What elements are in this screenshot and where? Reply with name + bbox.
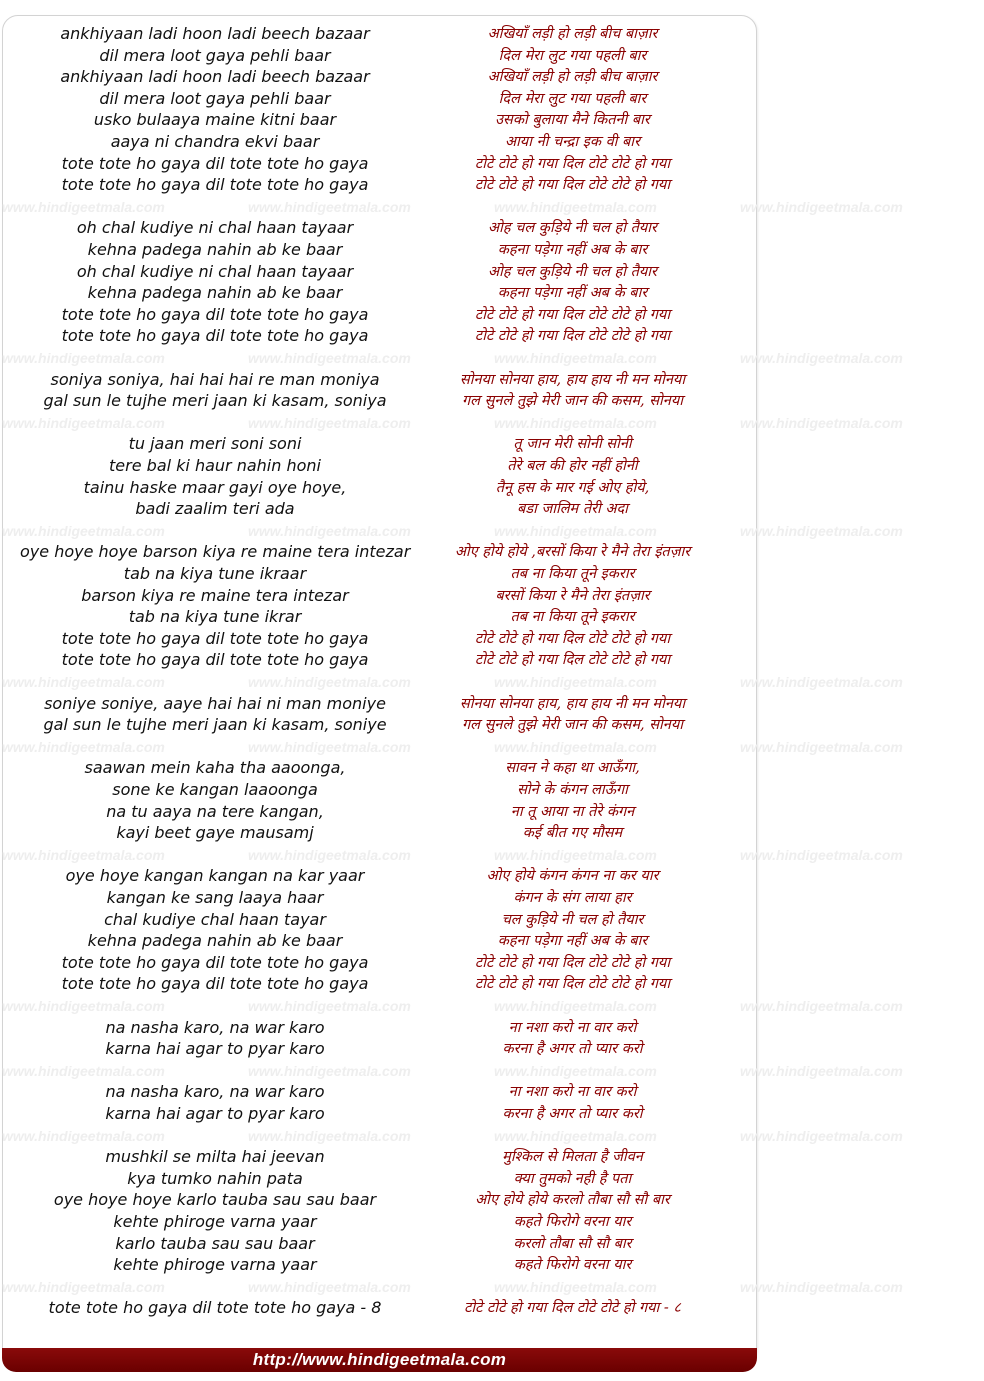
lyric-line-english: tab na kiya tune ikrar	[128, 607, 302, 627]
watermark-text: www.hindigeetmala.com	[740, 674, 903, 690]
lyric-line-hindi: टोटे टोटे हो गया दिल टोटे टोटे हो गया - ८	[464, 1300, 681, 1317]
lyric-line	[0, 217, 760, 239]
lyric-line	[0, 822, 760, 844]
lyric-line	[0, 1017, 760, 1039]
watermark-text: www.hindigeetmala.com	[494, 522, 657, 539]
lyric-line	[0, 909, 760, 931]
lyric-line	[0, 325, 760, 347]
lyric-line-english: kayi beet gaye mausamj	[116, 823, 314, 843]
lyric-line-hindi: कहना पड़ेगा नहीं अब के बार	[497, 242, 648, 258]
watermark-text: www.hindigeetmala.com	[494, 350, 657, 366]
lyric-line-hindi: ओह चल कुड़िये नी चल हो तैयार	[488, 263, 657, 280]
lyric-line	[0, 1146, 760, 1168]
lyric-line-hindi: ना नशा करो ना वार करो	[508, 1084, 637, 1101]
lyric-line-hindi: दिल मेरा लुट गया पहली बार	[498, 90, 647, 107]
lyric-line-english: oh chal kudiye ni chal haan tayaar	[76, 218, 354, 238]
lyric-line	[0, 1168, 760, 1190]
lyric-line-hindi: टोटे टोटे हो गया दिल टोटे टोटे हो गया	[474, 630, 671, 647]
lyric-line	[0, 585, 760, 607]
lyric-line-english: karna hai agar to pyar karo	[105, 1039, 325, 1059]
watermark-text: www.hindigeetmala.com	[740, 1062, 903, 1079]
lyric-line-english: oye hoye kangan kangan na kar yaar	[65, 866, 365, 886]
watermark-text: www.hindigeetmala.com	[740, 350, 903, 366]
watermark-text: www.hindigeetmala.com	[2, 522, 165, 539]
lyric-line-english: soniye soniye, aaye hai hai ni man moniye	[44, 693, 386, 713]
lyric-line-hindi: आया नी चन्द्रा इक वी बार	[504, 134, 640, 150]
watermark-text: www.hindigeetmala.com	[740, 998, 903, 1014]
watermark-text: www.hindigeetmala.com	[248, 998, 411, 1014]
lyric-line	[0, 174, 760, 196]
lyric-line-english: kehna padega nahin ab ke baar	[87, 240, 343, 259]
lyric-line-english: tote tote ho gaya dil tote tote ho gaya	[61, 952, 369, 972]
lyric-line-hindi: कहना पड़ेगा नहीं अब के बार	[497, 285, 648, 302]
lyric-line-english: tote tote ho gaya dil tote tote ho gaya	[61, 326, 369, 346]
lyric-line	[0, 433, 760, 455]
lyric-line-english: sone ke kangan laaoonga	[112, 780, 318, 799]
lyric-line	[0, 66, 760, 88]
lyric-line	[0, 1297, 760, 1319]
lyric-line	[0, 693, 760, 715]
lyric-line-hindi: बरसों किया रे मैने तेरा इंतज़ार	[495, 587, 650, 604]
lyric-line-hindi: चल कुड़िये नी चल हो तैयार	[501, 911, 644, 928]
watermark-row	[0, 1126, 903, 1146]
lyric-line-english: kehna padega nahin ab ke baar	[87, 931, 343, 951]
lyric-line-hindi: मुश्किल से मिलता है जीवन	[502, 1149, 643, 1166]
lyric-line-hindi: कंगन के संग लाया हार	[513, 890, 632, 906]
watermark-text: www.hindigeetmala.com	[2, 1062, 165, 1079]
lyric-line-hindi: सावन ने कहा था आऊँगा,	[505, 760, 640, 777]
lyric-line	[0, 973, 760, 995]
watermark-text: www.hindigeetmala.com	[248, 198, 411, 215]
lyric-line-english: kangan ke sang laaya haar	[106, 888, 324, 907]
lyric-line	[0, 304, 760, 326]
lyric-line-hindi: अखियाँ लड़ी हो लड़ी बीच बाज़ार	[487, 69, 658, 86]
lyric-line-hindi: करना है अगर तो प्यार करो	[502, 1041, 643, 1058]
footer-bar[interactable]	[2, 1348, 757, 1372]
lyric-line-english: tote tote ho gaya dil tote tote ho gaya	[61, 175, 369, 195]
lyric-line	[0, 757, 760, 779]
watermark-text: www.hindigeetmala.com	[740, 198, 903, 215]
watermark-text: www.hindigeetmala.com	[248, 414, 411, 431]
lyric-line	[0, 1081, 760, 1103]
lyric-line	[0, 541, 760, 563]
watermark-text: www.hindigeetmala.com	[494, 674, 657, 690]
lyric-line-hindi: कहते फिरोगे वरना यार	[513, 1214, 632, 1230]
lyric-line	[0, 714, 760, 736]
lyric-line-english: kya tumko nahin pata	[127, 1168, 303, 1188]
lyric-line	[0, 1211, 760, 1233]
lyric-line	[0, 563, 760, 585]
lyric-line-hindi: कहते फिरोगे वरना यार	[513, 1257, 632, 1274]
watermark-text: www.hindigeetmala.com	[248, 738, 411, 755]
watermark-text: www.hindigeetmala.com	[2, 198, 165, 215]
lyric-line	[0, 1233, 760, 1255]
watermark-row	[0, 197, 903, 217]
footer-url-link[interactable]: http://www.hindigeetmala.com	[252, 1350, 507, 1369]
lyric-line-english: oh chal kudiye ni chal haan tayaar	[76, 261, 354, 281]
lyric-line-english: tote tote ho gaya dil tote tote ho gaya	[61, 153, 369, 173]
lyric-line	[0, 606, 760, 628]
lyric-line-english: dil mera loot gaya pehli baar	[99, 45, 331, 65]
lyric-line	[0, 369, 760, 391]
lyric-line-hindi: ओह चल कुड़िये नी चल हो तैयार	[488, 220, 657, 237]
lyric-line-hindi: तू जान मेरी सोनी सोनी	[513, 436, 632, 453]
lyric-line-english: kehte phiroge varna yaar	[113, 1255, 317, 1275]
lyric-line-hindi: टोटे टोटे हो गया दिल टोटे टोटे हो गया	[474, 155, 671, 172]
lyric-line	[0, 887, 760, 909]
lyric-line-hindi: टोटे टोटे हो गया दिल टोटे टोटे हो गया	[474, 652, 671, 669]
lyric-line-english: tote tote ho gaya dil tote tote ho gaya	[61, 974, 369, 994]
lyric-line-english: tu jaan meri soni soni	[128, 434, 302, 454]
lyric-line-english: barson kiya re maine tera intezar	[81, 585, 349, 605]
lyric-line-hindi: सोने के कंगन लाऊँगा	[517, 782, 628, 798]
lyric-line-english: tote tote ho gaya dil tote tote ho gaya	[61, 304, 369, 324]
lyric-line-english: kehte phiroge varna yaar	[113, 1212, 317, 1231]
lyric-line-hindi: गल सुनले तुझे मेरी जान की कसम, सोनया	[462, 393, 683, 410]
lyric-line-hindi: दिल मेरा लुट गया पहली बार	[498, 47, 647, 64]
lyric-line-hindi: सोनया सोनया हाय, हाय हाय नी मन मोनया	[459, 695, 686, 712]
lyric-line-hindi: टोटे टोटे हो गया दिल टोटे टोटे हो गया	[474, 954, 671, 971]
lyric-line-hindi: उसको बुलाया मैने कितनी बार	[495, 112, 650, 129]
watermark-text: www.hindigeetmala.com	[740, 846, 903, 863]
watermark-text: www.hindigeetmala.com	[494, 738, 657, 755]
watermark-row	[0, 348, 903, 368]
watermark-text: www.hindigeetmala.com	[2, 846, 165, 863]
lyric-line-english: karlo tauba sau sau baar	[115, 1233, 315, 1253]
lyric-line-english: gal sun le tujhe meri jaan ki kasam, soniya	[43, 391, 387, 411]
watermark-text: www.hindigeetmala.com	[740, 738, 903, 755]
lyric-line-hindi: ओए होये होये करलो तौबा सौ सौ बार	[475, 1192, 670, 1209]
lyric-line-english: tote tote ho gaya dil tote tote ho gaya - 8	[48, 1298, 382, 1318]
watermark-row	[0, 413, 903, 433]
lyric-line-english: dil mera loot gaya pehli baar	[99, 88, 331, 108]
watermark-text: www.hindigeetmala.com	[494, 198, 657, 215]
watermark-text: www.hindigeetmala.com	[248, 1127, 411, 1144]
watermark-row	[0, 521, 903, 541]
lyric-line	[0, 649, 760, 671]
lyric-line-hindi: तब ना किया तूने इकरार	[510, 609, 635, 626]
lyric-line	[0, 153, 760, 175]
lyric-line-english: tab na kiya tune ikraar	[123, 564, 307, 583]
lyric-line	[0, 1103, 760, 1125]
lyric-line	[0, 1189, 760, 1211]
lyric-line-english: oye hoye hoye karlo tauba sau sau baar	[53, 1190, 377, 1210]
watermark-text: www.hindigeetmala.com	[248, 522, 411, 539]
watermark-text: www.hindigeetmala.com	[248, 1062, 411, 1079]
lyric-line	[0, 498, 760, 520]
lyric-line-english: chal kudiye chal haan tayar	[104, 909, 326, 929]
lyric-line	[0, 109, 760, 131]
lyric-line	[0, 865, 760, 887]
lyric-line	[0, 261, 760, 283]
lyric-line-hindi: बडा जालिम तेरी अदा	[517, 501, 628, 518]
watermark-text: www.hindigeetmala.com	[248, 674, 411, 690]
lyric-line-hindi: टोटे टोटे हो गया दिल टोटे टोटे हो गया	[474, 306, 671, 323]
lyric-line	[0, 628, 760, 650]
watermark-text: www.hindigeetmala.com	[740, 414, 903, 431]
lyric-line	[0, 477, 760, 499]
watermark-text: www.hindigeetmala.com	[248, 1278, 411, 1295]
lyric-line-english: na tu aaya na tere kangan,	[106, 801, 324, 821]
watermark-text: www.hindigeetmala.com	[2, 1127, 165, 1144]
watermark-text: www.hindigeetmala.com	[248, 350, 411, 366]
lyric-line-english: usko bulaaya maine kitni baar	[93, 110, 337, 130]
lyric-line-english: ankhiyaan ladi hoon ladi beech bazaar	[60, 67, 370, 87]
lyric-line-english: na nasha karo, na war karo	[105, 1082, 325, 1102]
lyric-line	[0, 239, 760, 261]
lyric-line-english: soniya soniya, hai hai hai re man moniya	[50, 369, 380, 389]
lyric-line	[0, 131, 760, 153]
watermark-text: www.hindigeetmala.com	[2, 998, 165, 1014]
watermark-text: www.hindigeetmala.com	[494, 1127, 657, 1144]
lyric-line	[0, 88, 760, 110]
watermark-text: www.hindigeetmala.com	[494, 1062, 657, 1079]
watermark-row	[0, 845, 903, 865]
lyric-line-hindi: ना नशा करो ना वार करो	[508, 1019, 637, 1036]
watermark-text: www.hindigeetmala.com	[2, 350, 165, 366]
lyric-line-english: tainu haske maar gayi oye hoye,	[83, 477, 347, 497]
lyric-line-hindi: करलो तौबा सौ सौ बार	[513, 1235, 632, 1252]
watermark-text: www.hindigeetmala.com	[740, 1278, 903, 1295]
lyric-line	[0, 801, 760, 823]
lyric-line-english: badi zaalim teri ada	[135, 499, 295, 519]
watermark-row	[0, 672, 903, 692]
lyric-line-english: aaya ni chandra ekvi baar	[110, 132, 320, 151]
lyric-line-english: tere bal ki haur nahin honi	[109, 456, 321, 475]
watermark-text: www.hindigeetmala.com	[2, 738, 165, 755]
lyric-line-english: oye hoye hoye barson kiya re maine tera intezar	[20, 542, 411, 562]
lyric-line-hindi: सोनया सोनया हाय, हाय हाय नी मन मोनया	[459, 371, 686, 388]
watermark-text: www.hindigeetmala.com	[494, 1278, 657, 1295]
lyric-line-hindi: अखियाँ लड़ी हो लड़ी बीच बाज़ार	[487, 26, 658, 42]
lyric-line-hindi: कई बीत गए मौसम	[522, 825, 623, 842]
watermark-text: www.hindigeetmala.com	[248, 846, 411, 863]
lyric-line	[0, 455, 760, 477]
watermark-text: www.hindigeetmala.com	[2, 1278, 165, 1295]
lyric-line	[0, 1254, 760, 1276]
lyric-line	[0, 1038, 760, 1060]
lyric-line-hindi: टोटे टोटे हो गया दिल टोटे टोटे हो गया	[474, 976, 671, 993]
lyric-line-english: tote tote ho gaya dil tote tote ho gaya	[61, 628, 369, 648]
lyric-line-english: kehna padega nahin ab ke baar	[87, 283, 343, 303]
lyric-line-hindi: तब ना किया तूने इकरार	[510, 566, 635, 582]
lyric-line	[0, 930, 760, 952]
watermark-text: www.hindigeetmala.com	[2, 674, 165, 690]
watermark-text: www.hindigeetmala.com	[494, 846, 657, 863]
watermark-text: www.hindigeetmala.com	[740, 1127, 903, 1144]
lyric-line-english: tote tote ho gaya dil tote tote ho gaya	[61, 650, 369, 670]
lyric-line-hindi: टोटे टोटे हो गया दिल टोटे टोटे हो गया	[474, 328, 671, 345]
lyric-line-hindi: तैनू हस के मार गई ओए होये,	[495, 479, 650, 496]
lyric-line-hindi: क्या तुमको नही है पता	[513, 1170, 632, 1187]
lyric-line-hindi: टोटे टोटे हो गया दिल टोटे टोटे हो गया	[474, 177, 671, 194]
lyric-line-english: saawan mein kaha tha aaoonga,	[84, 758, 346, 778]
watermark-row	[0, 737, 903, 757]
lyric-line	[0, 952, 760, 974]
watermark-text: www.hindigeetmala.com	[2, 414, 165, 431]
lyric-line-hindi: ओए होये कंगन कंगन ना कर यार	[486, 868, 659, 885]
lyric-line-english: na nasha karo, na war karo	[105, 1017, 325, 1037]
watermark-row	[0, 1277, 903, 1297]
lyric-line-english: karna hai agar to pyar karo	[105, 1104, 325, 1123]
lyric-line-hindi: तेरे बल की होर नहीं होनी	[507, 458, 638, 474]
lyric-line-hindi: गल सुनले तुझे मेरी जान की कसम, सोनया	[462, 717, 683, 734]
lyric-line	[0, 779, 760, 801]
watermark-text: www.hindigeetmala.com	[494, 414, 657, 431]
lyric-line	[0, 23, 760, 45]
watermark-row	[0, 996, 903, 1016]
lyric-line-english: mushkil se milta hai jeevan	[105, 1147, 325, 1167]
watermark-text: www.hindigeetmala.com	[740, 522, 903, 539]
lyric-line	[0, 390, 760, 412]
lyric-line-english: gal sun le tujhe meri jaan ki kasam, soniye	[43, 715, 387, 735]
lyric-line	[0, 282, 760, 304]
lyric-line-hindi: करना है अगर तो प्यार करो	[502, 1106, 643, 1122]
lyric-line-hindi: ना तू आया ना तेरे कंगन	[510, 803, 635, 820]
lyric-line-english: ankhiyaan ladi hoon ladi beech bazaar	[60, 24, 370, 43]
lyric-line-hindi: कहना पड़ेगा नहीं अब के बार	[497, 933, 648, 950]
lyric-line-hindi: ओए होये होये ,बरसों किया रे मैने तेरा इंतज़ार	[454, 544, 691, 561]
lyric-line	[0, 45, 760, 67]
watermark-row	[0, 1061, 903, 1081]
watermark-text: www.hindigeetmala.com	[494, 998, 657, 1014]
